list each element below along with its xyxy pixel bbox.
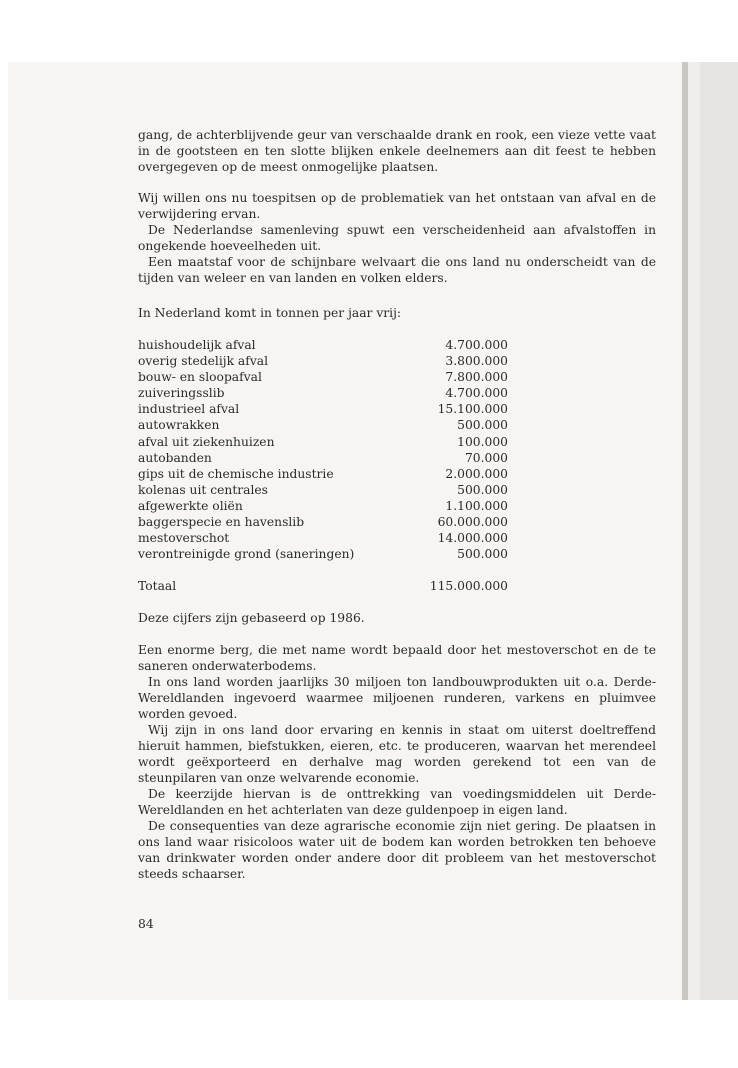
total-value: 115.000.000 [429, 579, 508, 593]
source-note: Deze cijfers zijn gebaseerd op 1986. [138, 611, 365, 625]
table-row: bouw- en sloopafval 7.800.000 [138, 370, 508, 385]
page-edge-inner [688, 62, 700, 1000]
paragraph: Wij zijn in ons land door ervaring en kennis in staat om uiterst doeltreffend hieruit hammen, biefstukken, eieren, etc. te produceren, waarvan het merendeel wordt geëxporteerd en derhalve mag worden gerekend tot een van de steunpilaren van onze welvarende economie. [138, 723, 656, 785]
table-row: autobanden 70.000 [138, 450, 508, 465]
table-row: afgewerkte oliën 1.100.000 [138, 498, 508, 513]
paragraph: De Nederlandse samenleving spuwt een verscheidenheid aan afvalstoffen in ongekende hoeveelheden uit. [138, 223, 656, 253]
table-row: afval uit ziekenhuizen 100.000 [138, 434, 508, 449]
table-total-row [138, 578, 508, 594]
table-row: overig stedelijk afval 3.800.000 [138, 354, 508, 369]
paragraph: De keerzijde hiervan is de onttrekking van voedingsmiddelen uit Derde-Wereldlanden en het achterlaten van deze guldenpoep in eigen land. [138, 787, 656, 817]
paragraph: Wij willen ons nu toespitsen op de problematiek van het ontstaan van afval en de verwijdering ervan. [138, 191, 656, 221]
paragraph: gang, de achterblijvende geur van verschaalde drank en rook, een vieze vette vaat in de gootsteen en ten slotte blijken enkele deelnemers aan dit feest te hebben overgegeven op de meest onmogelijke plaatsen. [138, 128, 656, 174]
paragraph: Een maatstaf voor de schijnbare welvaart die ons land nu onderscheidt van de tijden van weleer en van landen en volken elders. [138, 255, 656, 285]
table-row: baggerspecie en havenslib 60.000.000 [138, 515, 508, 530]
paragraph-intro [138, 127, 656, 175]
table-row: gips uit de chemische industrie 2.000.000 [138, 466, 508, 481]
total-label: Totaal [138, 579, 177, 593]
table-row: verontreinigde grond (saneringen) 500.000 [138, 547, 508, 562]
paragraph: In ons land worden jaarlijks 30 miljoen ton landbouwprodukten uit o.a. Derde-Wereldlanden ingevoerd waarmee miljoenen runderen, varkens en pluimvee worden gevoed. [138, 675, 656, 721]
table-row: kolenas uit centrales 500.000 [138, 482, 508, 497]
table-row: industrieel afval 15.100.000 [138, 402, 508, 417]
paragraph: De consequenties van deze agrarische economie zijn niet gering. De plaatsen in ons land waar risicoloos water uit de bodem kan worden betrokken ten behoeve van drinkwater worden onder andere door dit probleem van het mestoverschot steeds schaarser. [138, 819, 656, 881]
paragraph-group-waste [138, 190, 656, 286]
paragraph-group-economy [138, 642, 656, 882]
table-row: mestoverschot 14.000.000 [138, 531, 508, 546]
table-intro: In Nederland komt in tonnen per jaar vrij: [138, 306, 402, 320]
page-number: 84 [138, 917, 154, 931]
table-row: autowrakken 500.000 [138, 418, 508, 433]
table-row: huishoudelijk afval 4.700.000 [138, 338, 508, 352]
waste-table [138, 337, 508, 562]
table-row: zuiveringsslib 4.700.000 [138, 386, 508, 401]
paragraph: Een enorme berg, die met name wordt bepaald door het mestoverschot en de te saneren onderwaterbodems. [138, 643, 656, 673]
page-edge-outer [700, 62, 738, 1000]
